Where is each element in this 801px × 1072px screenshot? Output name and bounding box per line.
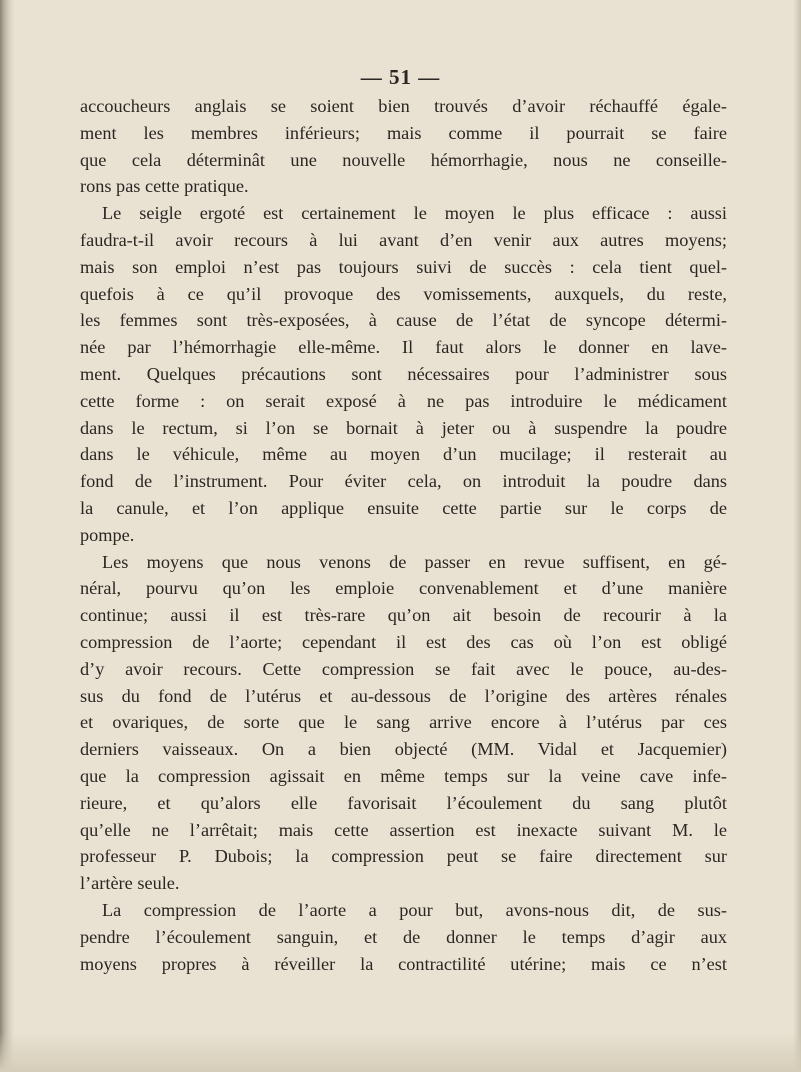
text-line: quefois à ce qu’il provoque des vomissements, auxquels, du reste, bbox=[80, 283, 727, 304]
text-line: cette forme : on serait exposé à ne pas introduire le médicament bbox=[80, 390, 727, 411]
text-line: pompe. bbox=[80, 524, 135, 545]
text-line: dans le véhicule, même au moyen d’un mucilage; il resterait au bbox=[80, 444, 727, 465]
text-line: accoucheurs anglais se soient bien trouvés d’avoir réchauffé égale- bbox=[80, 96, 727, 116]
text-line: compression de l’aorte; cependant il est des cas où l’on est obligé bbox=[80, 631, 727, 652]
text-line: l’artère seule. bbox=[80, 873, 180, 894]
text-line: née par l’hémorrhagie elle-même. Il faut alors le donner en lave- bbox=[80, 337, 727, 358]
body-text bbox=[80, 93, 727, 977]
page-number-header: — 51 — bbox=[360, 65, 441, 89]
text-line: dans le rectum, si l’on se bornait à jeter ou à suspendre la poudre bbox=[80, 417, 727, 438]
text-line: et ovariques, de sorte que le sang arrive encore à l’utérus par ces bbox=[80, 712, 727, 733]
text-line: La compression de l’aorte a pour but, avons-nous dit, de sus- bbox=[102, 899, 727, 920]
text-line: que la compression agissait en même temps sur la veine cave infe- bbox=[80, 765, 727, 786]
text-line: néral, pourvu qu’on les emploie convenablement et d’une manière bbox=[80, 578, 727, 599]
text-line: Le seigle ergoté est certainement le moyen le plus efficace : aussi bbox=[102, 203, 727, 224]
text-line: pendre l’écoulement sanguin, et de donner le temps d’agir aux bbox=[80, 926, 727, 947]
text-line: les femmes sont très-exposées, à cause de l’état de syncope détermi- bbox=[80, 310, 727, 331]
text-line: ment. Quelques précautions sont nécessaires pour l’administrer sous bbox=[80, 363, 727, 384]
text-line: continue; aussi il est très-rare qu’on ait besoin de recourir à la bbox=[80, 605, 727, 626]
page-gutter-shadow bbox=[0, 0, 14, 1072]
text-line: Les moyens que nous venons de passer en revue suffisent, en gé- bbox=[102, 551, 727, 572]
page-edge-bottom bbox=[0, 1032, 801, 1072]
text-line: derniers vaisseaux. On a bien objecté (MM. Vidal et Jacquemier) bbox=[80, 739, 727, 760]
text-line: sus du fond de l’utérus et au-dessous de l’origine des artères rénales bbox=[80, 685, 727, 706]
text-line: ment les membres inférieurs; mais comme il pourrait se faire bbox=[80, 122, 727, 143]
text-line: que cela déterminât une nouvelle hémorrhagie, nous ne conseille- bbox=[80, 149, 727, 170]
text-line: professeur P. Dubois; la compression peut se faire directement sur bbox=[80, 846, 727, 867]
text-line: rons pas cette pratique. bbox=[80, 176, 249, 197]
text-line: qu’elle ne l’arrêtait; mais cette assertion est inexacte suivant M. le bbox=[80, 819, 727, 840]
text-line: rieure, et qu’alors elle favorisait l’écoulement du sang plutôt bbox=[80, 792, 727, 813]
text-line: faudra-t-il avoir recours à lui avant d’en venir aux autres moyens; bbox=[80, 229, 727, 250]
text-line: moyens propres à réveiller la contractilité utérine; mais ce n’est bbox=[80, 953, 727, 974]
page-edge-right bbox=[793, 0, 801, 1072]
text-line: d’y avoir recours. Cette compression se fait avec le pouce, au-des- bbox=[80, 658, 727, 679]
text-line: fond de l’instrument. Pour éviter cela, on introduit la poudre dans bbox=[80, 471, 727, 492]
text-line: la canule, et l’on applique ensuite cette partie sur le corps de bbox=[80, 497, 727, 518]
text-line: mais son emploi n’est pas toujours suivi de succès : cela tient quel- bbox=[80, 256, 727, 277]
